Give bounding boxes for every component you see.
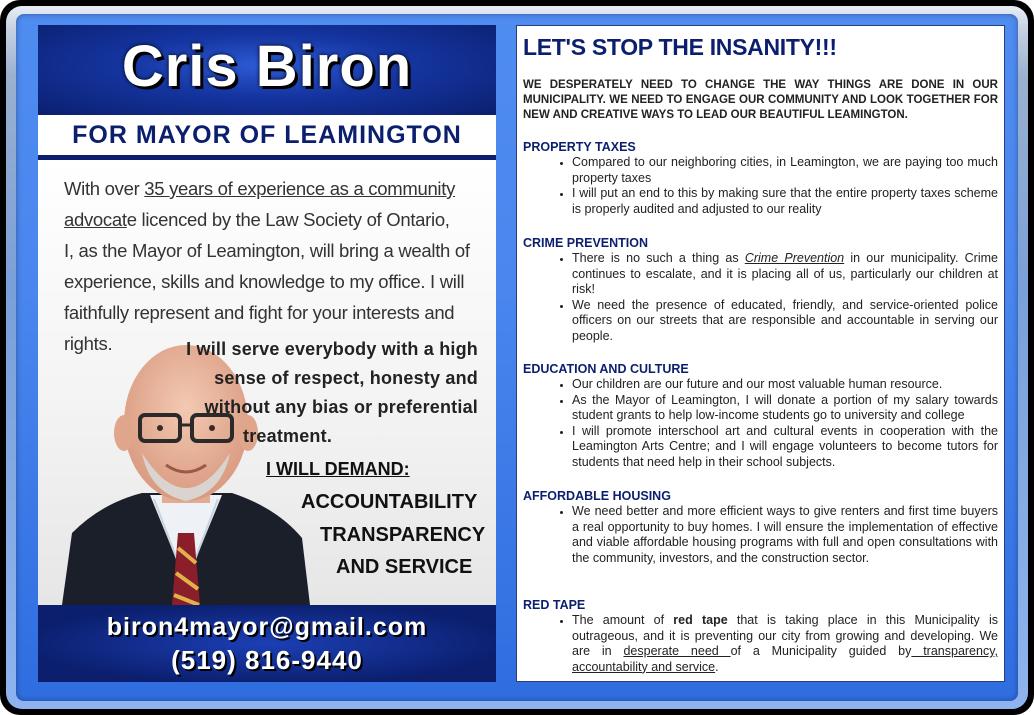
bullet-text: There is no such a thing as — [572, 251, 745, 265]
demand-accountability: ACCOUNTABILITY — [301, 491, 478, 513]
intro-text: faithfully represent and fight for your interests and rights. — [64, 302, 455, 354]
intro-text: With over — [64, 178, 145, 199]
pledge-line-3: without any bias or preferential — [204, 397, 478, 417]
list-item: • As the Mayor of Leamington, I will donate a portion of my salary towards student grants to help low-income students go to university and college — [572, 393, 998, 424]
emphasis-text: Crime Prevention — [744, 251, 845, 265]
pledge-line-2: sense of respect, honesty and — [214, 368, 478, 388]
left-panel — [38, 25, 496, 682]
email-address[interactable]: biron4mayor@gmail.com — [106, 613, 428, 641]
bullet-list — [523, 377, 998, 470]
section-crime-prevention — [523, 236, 998, 344]
intro-underline-1: 35 years of experience as a community — [144, 178, 456, 199]
section-property-taxes — [523, 140, 998, 217]
intro-text: I, as the Mayor of Leamington, will bring a wealth of — [64, 240, 470, 261]
intro-text: e licenced by the Law Society of Ontario, — [126, 209, 450, 230]
bullet-text: of a Municipality guided by — [730, 644, 912, 658]
candidate-name: Cris Biron — [121, 34, 413, 99]
section-affordable-housing — [523, 489, 998, 566]
bullet-text: in our municipality. Crime continues to escalate, and it is placing all of us, particularly our children at risk! — [572, 251, 998, 296]
bullet-list — [523, 613, 998, 675]
candidate-subtitle: FOR MAYOR OF LEAMINGTON — [72, 121, 462, 149]
right-panel — [516, 25, 1005, 682]
bullet-text: The amount of — [572, 613, 674, 627]
pledge-line-4: treatment. — [243, 426, 333, 446]
list-item — [572, 613, 998, 675]
section-heading: PROPERTY TAXES — [523, 140, 636, 154]
pledge-line-1: I will serve everybody with a high — [186, 339, 478, 359]
section-heading: EDUCATION AND CULTURE — [523, 362, 689, 376]
demand-heading: I WILL DEMAND: — [266, 459, 410, 479]
bullet-list — [523, 504, 998, 566]
phone-number[interactable]: (519) 816-9440 — [171, 645, 363, 675]
section-heading: AFFORDABLE HOUSING — [523, 489, 671, 503]
intro-text: experience, skills and knowledge to my office. I will — [64, 271, 465, 292]
underline-text: transparency, accountability and service — [572, 644, 999, 674]
contact-banner — [38, 605, 496, 682]
bullet-text: that is taking place in this Municipality is outrageous, and it is preventing our city from growing and developing. We are in — [572, 613, 998, 658]
list-item: • I will put an end to this by making sure that the entire property taxes scheme is properly audited and adjusted to our reality — [572, 186, 998, 217]
bold-text: red tape — [673, 613, 728, 627]
list-item: • Compared to our neighboring cities, in Leamington, we are paying too much property taxes — [572, 155, 998, 186]
name-banner — [38, 25, 496, 115]
section-heading: CRIME PREVENTION — [523, 236, 649, 250]
section-heading: RED TAPE — [523, 598, 586, 612]
right-title: LET'S STOP THE INSANITY!!! — [523, 34, 837, 60]
list-item: • We need the presence of educated, friendly, and service-oriented police officers on our streets that are responsible and accountable in serving our people. — [572, 298, 998, 345]
intro-paragraph — [64, 173, 489, 359]
list-item — [572, 251, 998, 298]
bullet-list — [523, 155, 998, 217]
subtitle-banner — [38, 115, 496, 160]
section-red-tape — [523, 598, 998, 675]
intro-underline-2: advocat — [64, 209, 127, 230]
section-education-culture — [523, 362, 998, 470]
demand-service: AND SERVICE — [336, 556, 473, 578]
right-intro: WE DESPERATELY NEED TO CHANGE THE WAY THINGS ARE DONE IN OUR MUNICIPALITY. WE NEED TO ENGAGE OUR COMMUNITY AND LOOK TOGETHER FOR NEW AND CREATIVE WAYS TO LEAD OUR BEAUTIFUL LEAMINGTON. — [523, 79, 998, 121]
list-item: • We need better and more efficient ways to give renters and first time buyers a real opportunity to buy homes. I will ensure the implementation of effective and viable affordable housing programs with full and open consultations with the community, investors, and the construction sector. — [572, 504, 998, 566]
list-item: • I will promote interschool art and cultural events in cooperation with the Leamington Arts Centre; and I will engage volunteers to become tutors for students that need help in their school subjects. — [572, 424, 998, 471]
underline-text: desperate need — [623, 644, 731, 658]
bullet-list — [523, 251, 998, 344]
list-item: • Our children are our future and our most valuable human resource. — [572, 377, 998, 393]
demand-transparency: TRANSPARENCY — [320, 524, 486, 546]
bullet-text: . — [715, 659, 719, 674]
